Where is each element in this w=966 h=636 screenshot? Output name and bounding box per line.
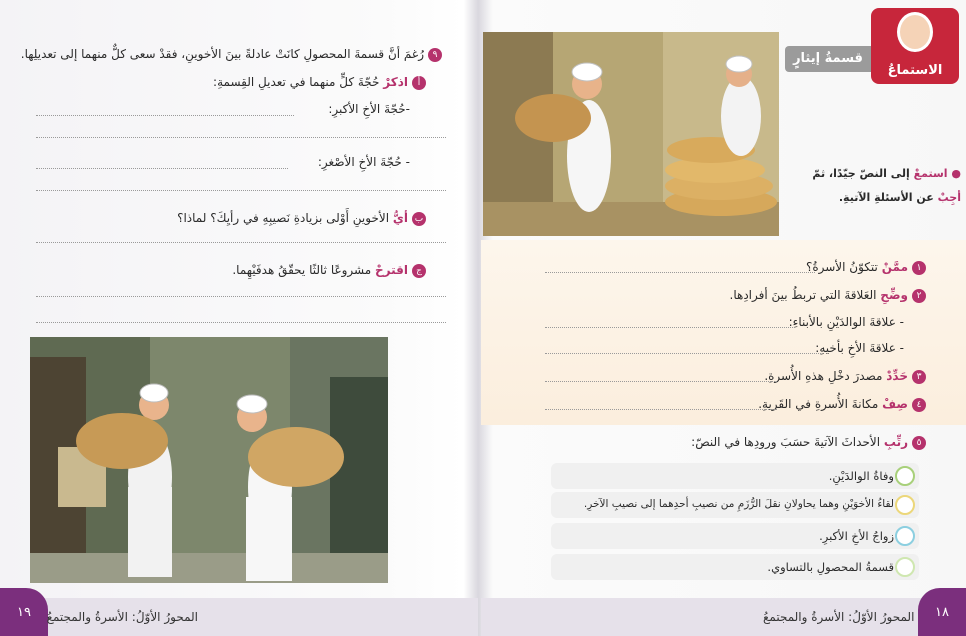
girl-avatar-icon <box>897 12 933 52</box>
question-9a <box>26 74 426 90</box>
question-number: ب <box>412 212 426 226</box>
question-text: تتكوّنُ الأسرةُ؟ <box>805 260 878 274</box>
answer-line[interactable] <box>36 322 446 323</box>
answer-label-younger: - حُجّةَ الأخِ الأصْغرِ: <box>317 155 410 169</box>
answer-line[interactable] <box>545 381 777 382</box>
question-2 <box>566 287 926 303</box>
answer-label-older: -حُجّةَ الأخِ الأكبرِ: <box>328 102 410 116</box>
answer-label-brothers: - علاقةَ الأخِ بأخيهِ: <box>815 341 904 355</box>
listening-badge <box>871 8 959 84</box>
answer-line[interactable] <box>36 168 288 169</box>
answer-line[interactable] <box>36 296 446 297</box>
question-9c <box>26 262 426 278</box>
story-title: قسمةُ إيثارٍ <box>785 46 871 72</box>
instruction-verb: استمعْ <box>913 167 948 180</box>
instruction-verb2: أجِبْ <box>937 191 961 204</box>
question-text: العَلاقةَ التي تربطُ بينَ أفرادِها. <box>729 288 877 302</box>
question-text: الأخوينِ أَوْلى بزيادةِ نَصيبِهِ في رأيِكَ؟ لماذا؟ <box>177 211 390 225</box>
question-number: أ <box>412 76 426 90</box>
question-verb: أيُّ <box>392 211 408 225</box>
order-circle[interactable] <box>895 526 915 546</box>
question-verb: ممَّنْ <box>881 260 908 274</box>
question-text: رُغمَ أنَّ قسمةَ المحصولِ كانَتْ عادلةً بينَ الأخوينِ، فقدْ سعى كلٌّ منهما إلى تعديلِها. <box>20 47 424 61</box>
instruction: ● استمعْ إلى النصّ جيّدًا، ثمّ أجِبْ عن الأسئلةِ الآتيةِ. <box>812 167 961 204</box>
question-verb: وضِّحِ <box>880 288 908 302</box>
order-circle[interactable] <box>895 466 915 486</box>
order-circle[interactable] <box>895 557 915 577</box>
question-number: ٣ <box>912 370 926 384</box>
question-text: مشروعًا ثالثًا يحقّقُ هدفَيْهِما. <box>232 263 372 277</box>
question-text: حُجّةَ كلٍّ منهما في تعديلِ القِسمةِ: <box>213 75 380 89</box>
question-text: الأحداثَ الآتيةَ حسَبَ ورودِها في النصّ: <box>691 435 881 449</box>
question-verb: اذكرْ <box>383 75 408 89</box>
question-number: ٥ <box>912 436 926 450</box>
event-text: وفاةُ الوالدَيْنِ. <box>828 469 894 483</box>
answer-line[interactable] <box>36 190 446 191</box>
footer-unit-title: المحورُ الأوّلُ: الأسرةُ والمجتمعُ <box>763 610 915 624</box>
question-9 <box>12 46 442 62</box>
question-verb: صِفْ <box>882 397 908 411</box>
answer-line[interactable] <box>545 327 795 328</box>
question-5 <box>566 434 926 450</box>
right-page <box>481 0 966 636</box>
question-verb: رتِّبِ <box>883 435 908 449</box>
answer-label-parents: - علاقةَ الوالدَيْنِ بالأبناءِ: <box>788 315 904 329</box>
page-number: ١٩ <box>0 588 48 636</box>
brothers-illustration <box>30 337 388 583</box>
story-illustration-art <box>483 32 779 236</box>
answer-line[interactable] <box>36 115 294 116</box>
question-number: ٩ <box>428 48 442 62</box>
story-illustration <box>483 32 779 236</box>
question-number: ٤ <box>912 398 926 412</box>
listening-label: الاستماعُ <box>887 63 943 78</box>
question-verb: اقترحْ <box>375 263 408 277</box>
page-number: ١٨ <box>918 588 966 636</box>
instruction-line2: عن الأسئلةِ الآتيةِ. <box>838 191 934 204</box>
footer-unit-title: المحورُ الأوّلُ: الأسرةُ والمجتمعُ <box>46 610 198 624</box>
question-text: مصدرَ دخْلِ هذهِ الأُسرةِ. <box>764 369 883 383</box>
event-text: قسمةُ المحصولِ بالتساوي. <box>767 560 894 574</box>
event-text: زواجُ الأخِ الأكبرِ. <box>819 529 894 543</box>
event-text: لقاءُ الأخوَيْنِ وهما يحاولانِ نقلَ الرُّزَمِ من نصيبِ أحدِهما إلى نصيبِ الآخرِ. <box>583 498 894 510</box>
instruction-line1: إلى النصّ جيّدًا، ثمّ <box>812 167 910 180</box>
answer-line[interactable] <box>545 409 777 410</box>
answer-line[interactable] <box>545 353 821 354</box>
brothers-illustration-art <box>30 337 388 583</box>
question-number: ج <box>412 264 426 278</box>
question-verb: حَدِّدْ <box>886 369 908 383</box>
question-number: ٢ <box>912 289 926 303</box>
question-9b <box>26 210 426 226</box>
answer-line[interactable] <box>545 272 815 273</box>
answer-line[interactable] <box>36 137 446 138</box>
order-circle[interactable] <box>895 495 915 515</box>
left-page <box>0 0 478 636</box>
question-number: ١ <box>912 261 926 275</box>
question-text: مكانةَ الأُسرةِ في القَريةِ. <box>758 397 879 411</box>
answer-line[interactable] <box>36 242 446 243</box>
